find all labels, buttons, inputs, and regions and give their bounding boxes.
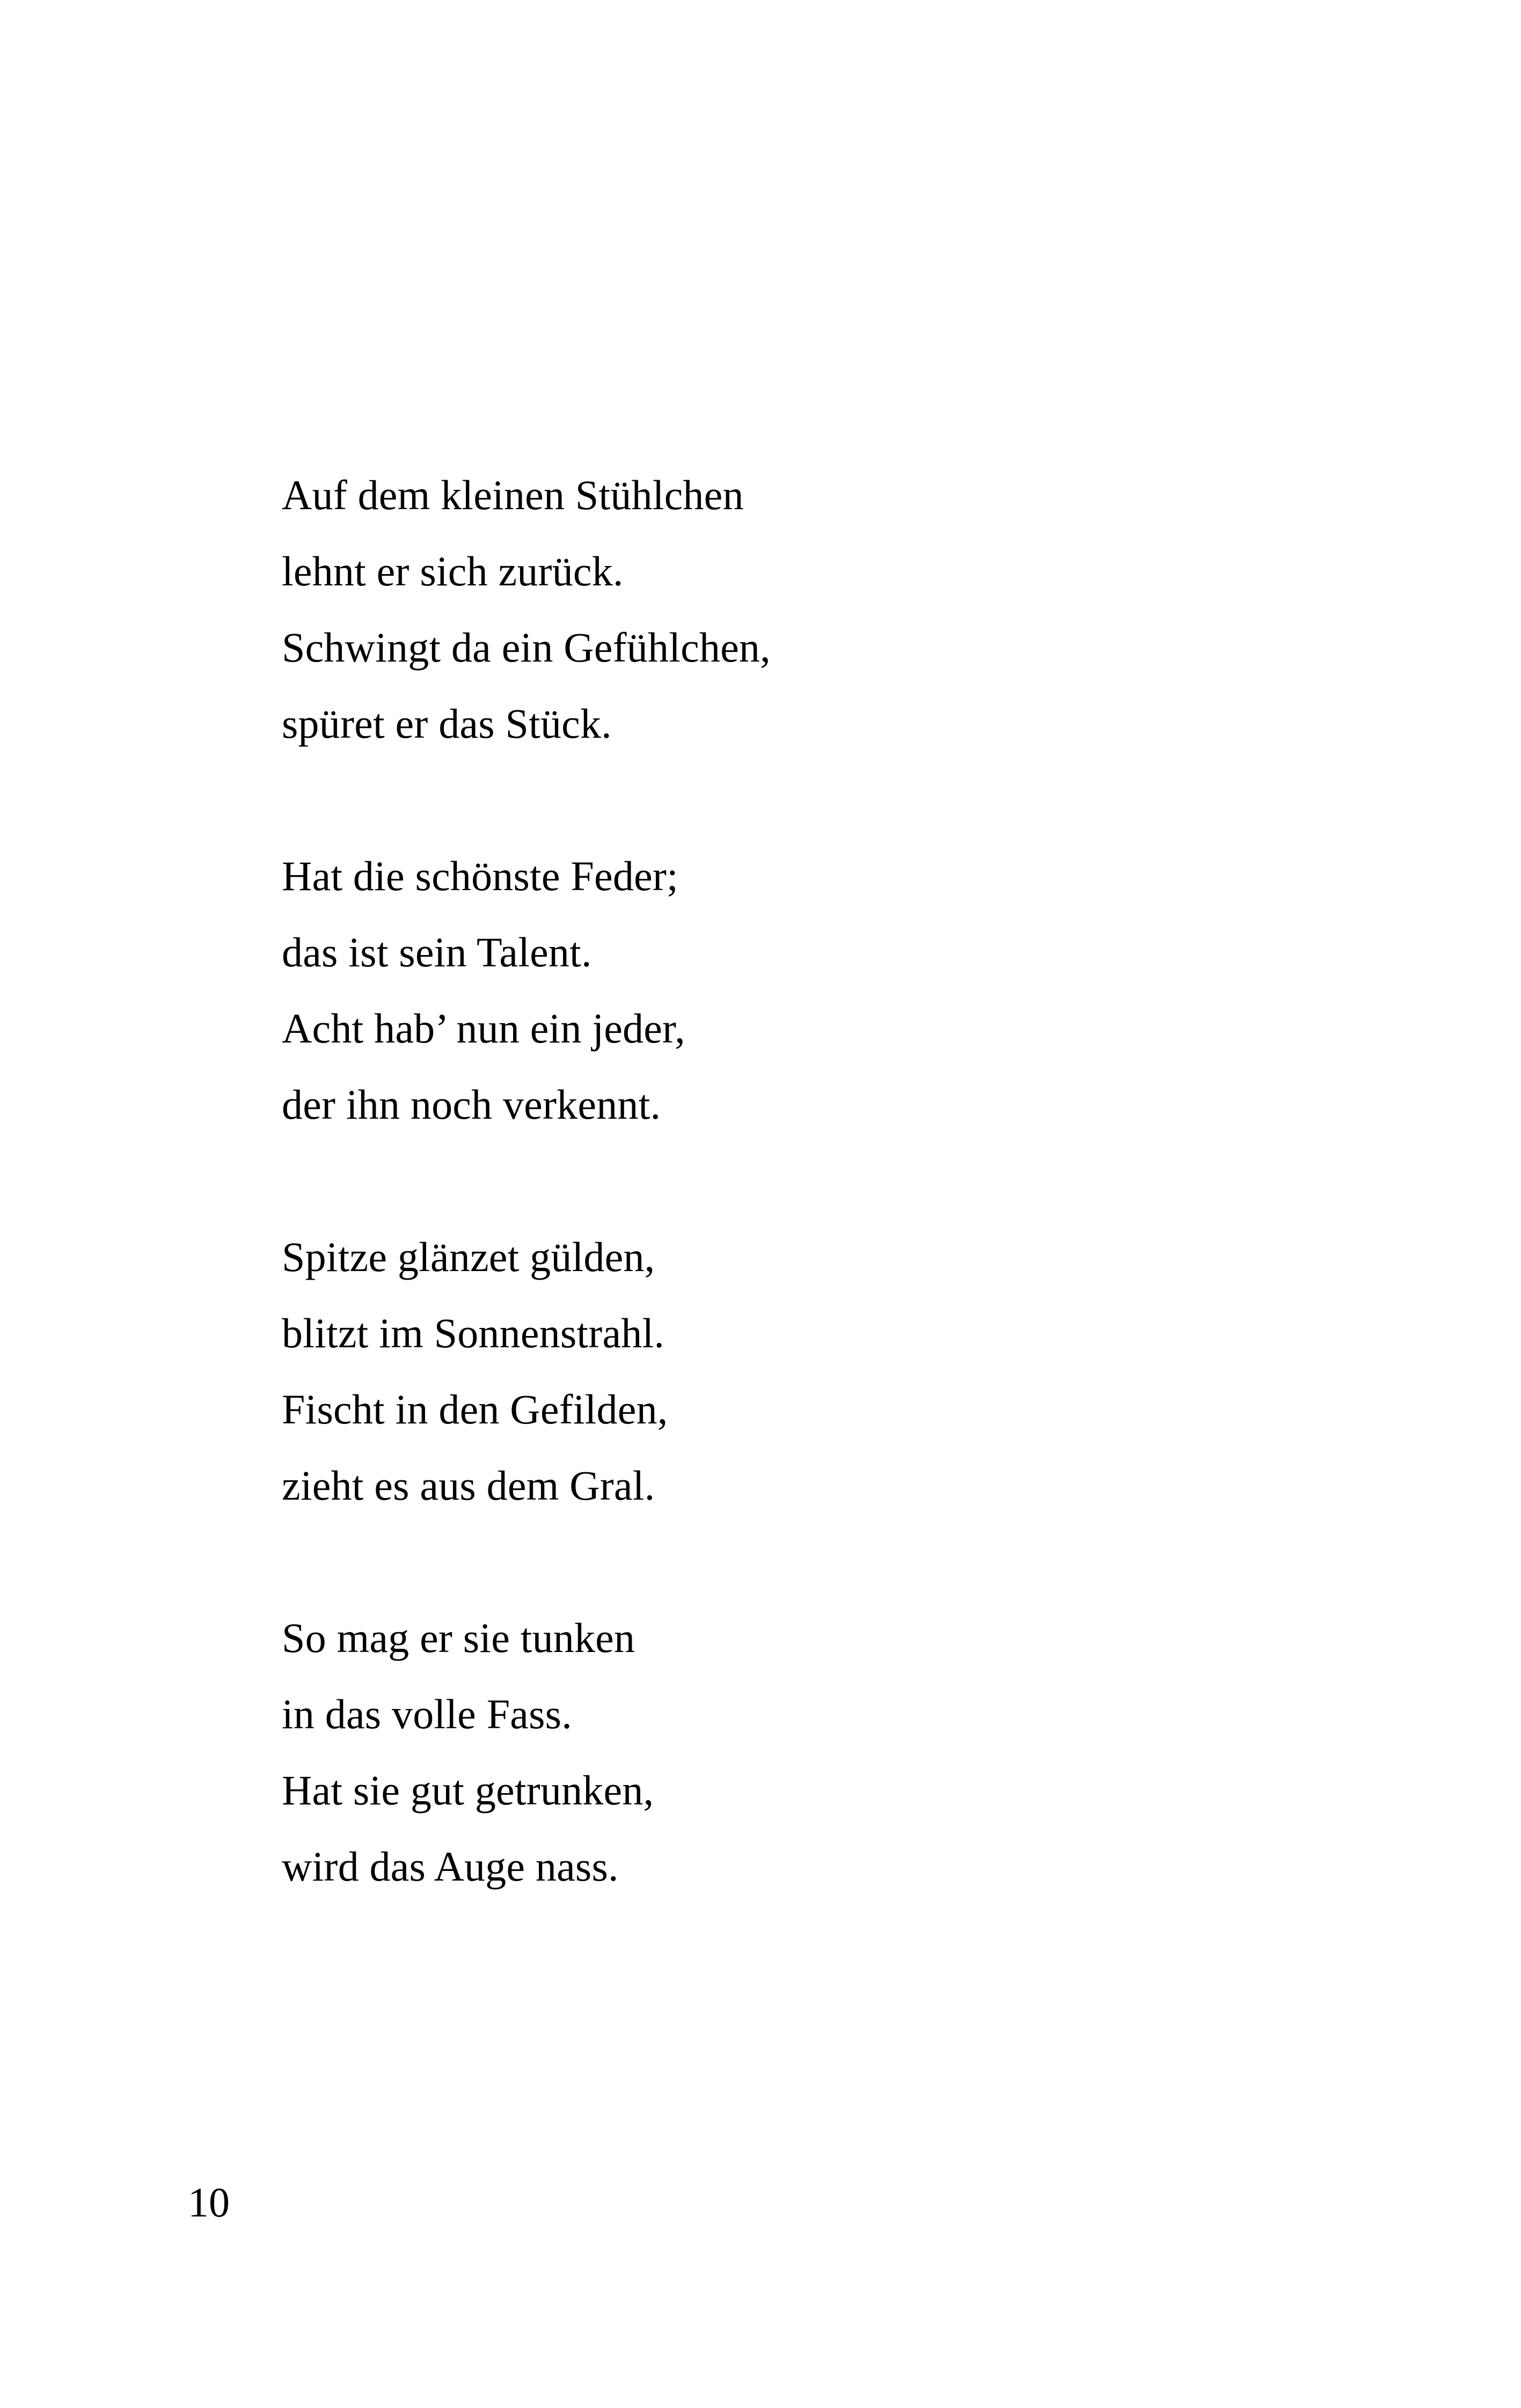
stanza-1 [282,457,1301,762]
poem-line: Acht hab’ nun ein jeder, [282,1005,685,1052]
poem-line: Spitze glänzet gülden, [282,1234,655,1280]
poem-line: Schwingt da ein Gefühlchen, [282,624,771,671]
poem-line: in das volle Fass. [282,1691,572,1737]
poem-line: Auf dem kleinen Stühlchen [282,472,744,518]
stanza-3 [282,1219,1301,1524]
poem-line: spüret er das Stück. [282,700,612,747]
page-number: 10 [188,2179,230,2226]
poem-line: Fischt in den Gefilden, [282,1386,668,1433]
poem-line: So mag er sie tunken [282,1614,635,1661]
poem-line: lehnt er sich zurück. [282,548,624,594]
poem-line: blitzt im Sonnenstrahl. [282,1310,665,1356]
poem-line: Hat sie gut getrunken, [282,1767,654,1814]
stanza-4 [282,1600,1301,1905]
poem [282,457,1301,1981]
poem-line: wird das Auge nass. [282,1843,619,1890]
poem-line: Hat die schönste Feder; [282,853,678,899]
poem-line: der ihn noch verkennt. [282,1081,661,1128]
stanza-2 [282,838,1301,1143]
poem-line: zieht es aus dem Gral. [282,1462,655,1509]
poem-line: das ist sein Talent. [282,929,592,975]
